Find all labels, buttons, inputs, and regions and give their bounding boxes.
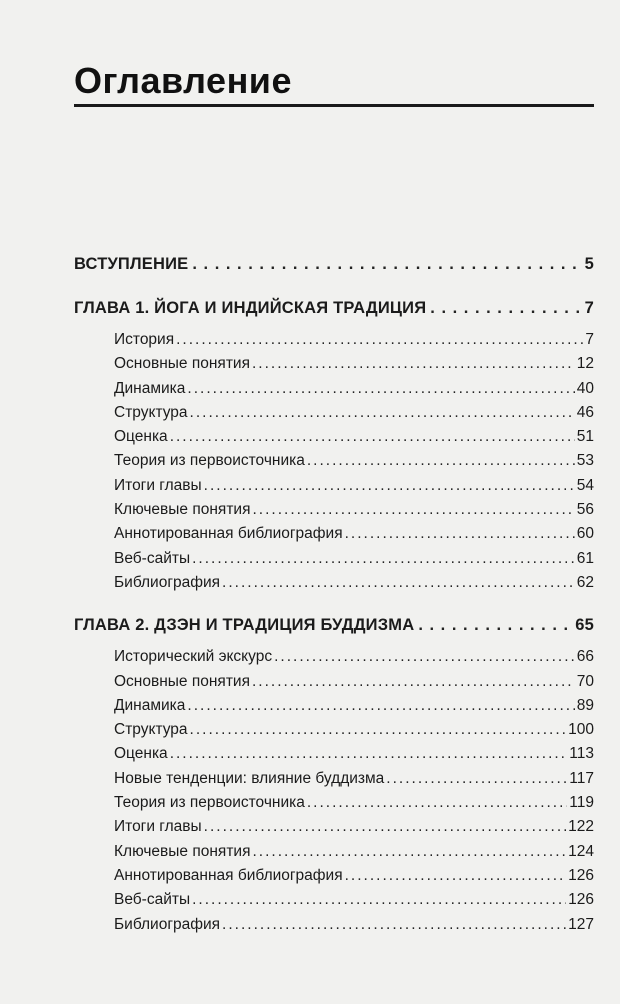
chapter-2-sections (74, 645, 594, 937)
dot-leader (187, 694, 574, 718)
toc-section-entry[interactable] (114, 791, 594, 815)
toc-entry-label: Структура (114, 721, 188, 739)
toc-entry-page: 62 (576, 573, 594, 591)
toc-entry-page: 117 (569, 769, 594, 787)
toc-section-entry[interactable] (114, 547, 594, 571)
toc-entry-page: 54 (576, 476, 594, 494)
dot-leader (192, 252, 580, 276)
toc-entry-label: Основные понятия (114, 672, 250, 690)
toc-entry-label: Ключевые понятия (114, 501, 251, 519)
dot-leader (252, 840, 566, 864)
toc-entry-label: Новые тенденции: влияние буддизма (114, 769, 385, 787)
toc-entry-page: 7 (585, 331, 594, 348)
toc-section-entry[interactable] (114, 522, 594, 546)
toc-entry-label: История (114, 331, 175, 348)
toc-entry-page: 46 (576, 403, 594, 421)
toc-section-entry[interactable] (114, 742, 594, 766)
toc-entry-page: 66 (576, 648, 594, 666)
toc-entry-page: 100 (568, 721, 594, 739)
toc-entry-page: 70 (576, 672, 594, 690)
toc-entry-page: 60 (576, 525, 594, 543)
toc-section-entry[interactable] (114, 913, 594, 937)
toc-entry-page: 65 (575, 616, 594, 635)
title-underline (74, 104, 594, 107)
dot-leader (190, 718, 567, 742)
toc-entry-label: Основные понятия (114, 355, 250, 373)
dot-leader (252, 498, 574, 522)
dot-leader (204, 815, 566, 839)
dot-leader (252, 670, 575, 694)
toc-entry-label: Аннотированная библиография (114, 866, 343, 884)
dot-leader (170, 742, 568, 766)
dot-leader (170, 425, 575, 449)
dot-leader (386, 767, 567, 791)
toc-entry-page: 7 (584, 299, 594, 317)
dot-leader (204, 474, 575, 498)
toc-chapter-2-entry[interactable] (74, 613, 594, 637)
toc-section-entry[interactable] (114, 718, 594, 742)
toc-section-entry[interactable] (114, 815, 594, 839)
dot-leader (252, 352, 575, 376)
toc-entry-page: 61 (576, 549, 594, 567)
toc-section-entry[interactable] (114, 474, 594, 498)
toc-section-entry[interactable] (114, 767, 594, 791)
dot-leader (192, 888, 566, 912)
toc-intro-entry[interactable] (74, 252, 594, 276)
toc-entry-label: Веб-сайты (114, 549, 191, 567)
toc-section-entry[interactable] (114, 401, 594, 425)
toc-section-entry[interactable] (114, 864, 594, 888)
toc-entry-page: 53 (576, 452, 594, 470)
toc-entry-page: 124 (568, 842, 594, 860)
toc-entry-label: Оценка (114, 745, 168, 763)
toc-entry-page: 126 (568, 891, 594, 909)
toc-entry-page: 127 (568, 915, 594, 933)
toc-section-entry[interactable] (114, 840, 594, 864)
toc-entry-page: 12 (576, 355, 594, 373)
dot-leader (176, 328, 583, 352)
table-of-contents (74, 252, 594, 937)
toc-entry-page: 89 (576, 696, 594, 714)
toc-section-entry[interactable] (114, 571, 594, 595)
toc-section-entry[interactable] (114, 670, 594, 694)
toc-entry-label: ГЛАВА 2. ДЗЭН И ТРАДИЦИЯ БУДДИЗМА (74, 616, 415, 635)
toc-section-entry[interactable] (114, 498, 594, 522)
toc-entry-label: Оценка (114, 428, 168, 446)
toc-entry-label: Теория из первоисточника (114, 794, 305, 812)
toc-entry-label: ВСТУПЛЕНИЕ (74, 255, 189, 273)
dot-leader (418, 613, 571, 637)
toc-section-entry[interactable] (114, 449, 594, 473)
toc-entry-page: 113 (569, 745, 594, 763)
dot-leader (274, 645, 575, 669)
toc-entry-page: 5 (584, 255, 594, 273)
toc-entry-label: Структура (114, 403, 188, 421)
toc-entry-label: Веб-сайты (114, 891, 191, 909)
toc-entry-label: Ключевые понятия (114, 842, 251, 860)
toc-entry-label: Динамика (114, 379, 186, 397)
dot-leader (187, 377, 574, 401)
toc-section-entry[interactable] (114, 377, 594, 401)
toc-entry-label: Аннотированная библиография (114, 525, 343, 543)
toc-entry-label: Итоги главы (114, 476, 202, 494)
dot-leader (307, 449, 575, 473)
dot-leader (192, 547, 575, 571)
dot-leader (190, 401, 575, 425)
toc-entry-label: Теория из первоисточника (114, 452, 305, 470)
toc-entry-page: 126 (568, 866, 594, 884)
toc-entry-label: Итоги главы (114, 818, 202, 836)
toc-entry-label: Исторический экскурс (114, 648, 273, 666)
dot-leader (345, 864, 567, 888)
dot-leader (307, 791, 567, 815)
toc-entry-page: 119 (569, 794, 594, 812)
page-title: Оглавление (74, 60, 292, 101)
toc-section-entry[interactable] (114, 425, 594, 449)
toc-section-entry[interactable] (114, 645, 594, 669)
toc-entry-page: 56 (576, 501, 594, 519)
toc-section-entry[interactable] (114, 328, 594, 352)
toc-entry-label: Динамика (114, 696, 186, 714)
chapter-1-sections (74, 328, 594, 595)
dot-leader (430, 296, 580, 320)
toc-section-entry[interactable] (114, 888, 594, 912)
toc-entry-page: 51 (576, 428, 594, 446)
toc-entry-page: 40 (576, 379, 594, 397)
toc-entry-label: Библиография (114, 573, 221, 591)
toc-section-entry[interactable] (114, 352, 594, 376)
toc-chapter-1-entry[interactable] (74, 296, 594, 320)
dot-leader (345, 522, 575, 546)
toc-entry-label: ГЛАВА 1. ЙОГА И ИНДИЙСКАЯ ТРАДИЦИЯ (74, 299, 427, 317)
toc-entry-label: Библиография (114, 915, 221, 933)
dot-leader (222, 571, 575, 595)
dot-leader (222, 913, 566, 937)
toc-entry-page: 122 (568, 818, 594, 836)
toc-section-entry[interactable] (114, 694, 594, 718)
